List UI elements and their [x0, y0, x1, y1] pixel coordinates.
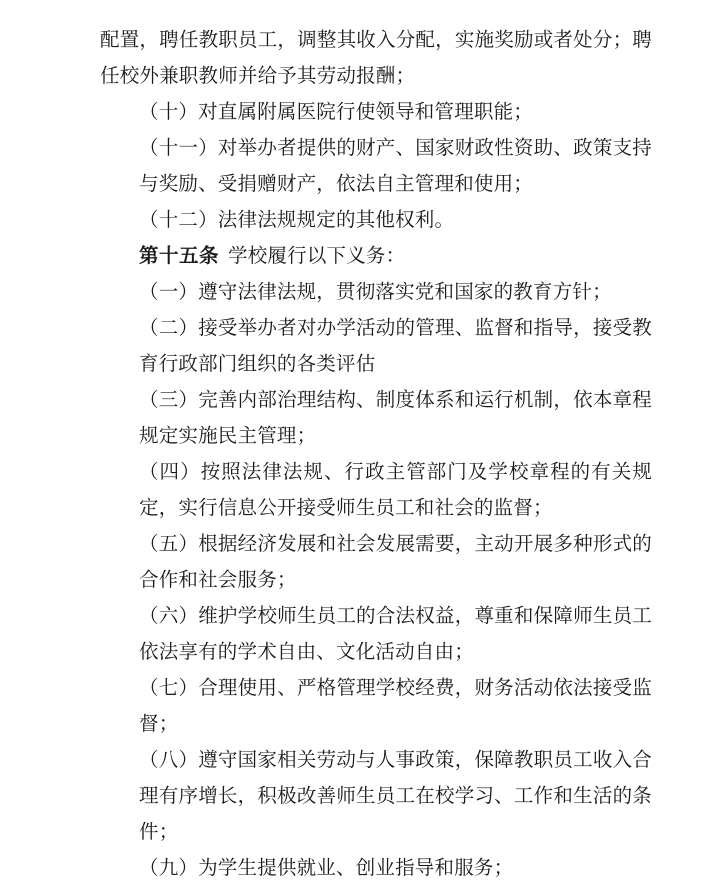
paragraph-item-3: （三）完善内部治理结构、制度体系和运行机制，依本章程规定实施民主管理； [139, 388, 652, 447]
paragraph-item-4: （四）按照法律法规、行政主管部门及学校章程的有关规定，实行信息公开接受师生员工和社会的监督； [139, 460, 652, 519]
paragraph-item-2: （二）接受举办者对办学活动的管理、监督和指导，接受教育行政部门组织的各类评估 [139, 316, 652, 375]
paragraph-item-9: （九）为学生提供就业、创业指导和服务； [139, 856, 514, 879]
paragraph-item-12: （十二）法律法规规定的其他权利。 [139, 208, 455, 231]
paragraph-article-15-heading [100, 238, 652, 274]
paragraph-item-8: （八）遵守国家相关劳动与人事政策，保障教职员工收入合理有序增长，积极改善师生员工在校学习、工作和生活的条件； [139, 748, 652, 843]
article-number: 第十五条 [139, 244, 220, 267]
paragraph-item-11: （十一）对举办者提供的财产、国家财政性资助、政策支持与奖励、受捐赠财产，依法自主管理和使用； [139, 136, 652, 195]
paragraph-item-7: （七）合理使用、严格管理学校经费，财务活动依法接受监督； [139, 676, 652, 735]
paragraph-continuation-powers-9: 配置，聘任教职员工，调整其收入分配，实施奖励或者处分；聘任校外兼职教师并给予其劳动报酬； [100, 28, 652, 87]
article-text: 学校履行以下义务： [228, 244, 406, 267]
paragraph-item-1: （一）遵守法律法规，贯彻落实党和国家的教育方针； [139, 280, 612, 303]
paragraph-item-10: （十）对直属附属医院行使领导和管理职能； [139, 100, 534, 123]
paragraph-item-6: （六）维护学校师生员工的合法权益，尊重和保障师生员工依法享有的学术自由、文化活动自由； [139, 604, 652, 663]
paragraph-item-5: （五）根据经济发展和社会发展需要，主动开展多种形式的合作和社会服务； [139, 532, 652, 591]
